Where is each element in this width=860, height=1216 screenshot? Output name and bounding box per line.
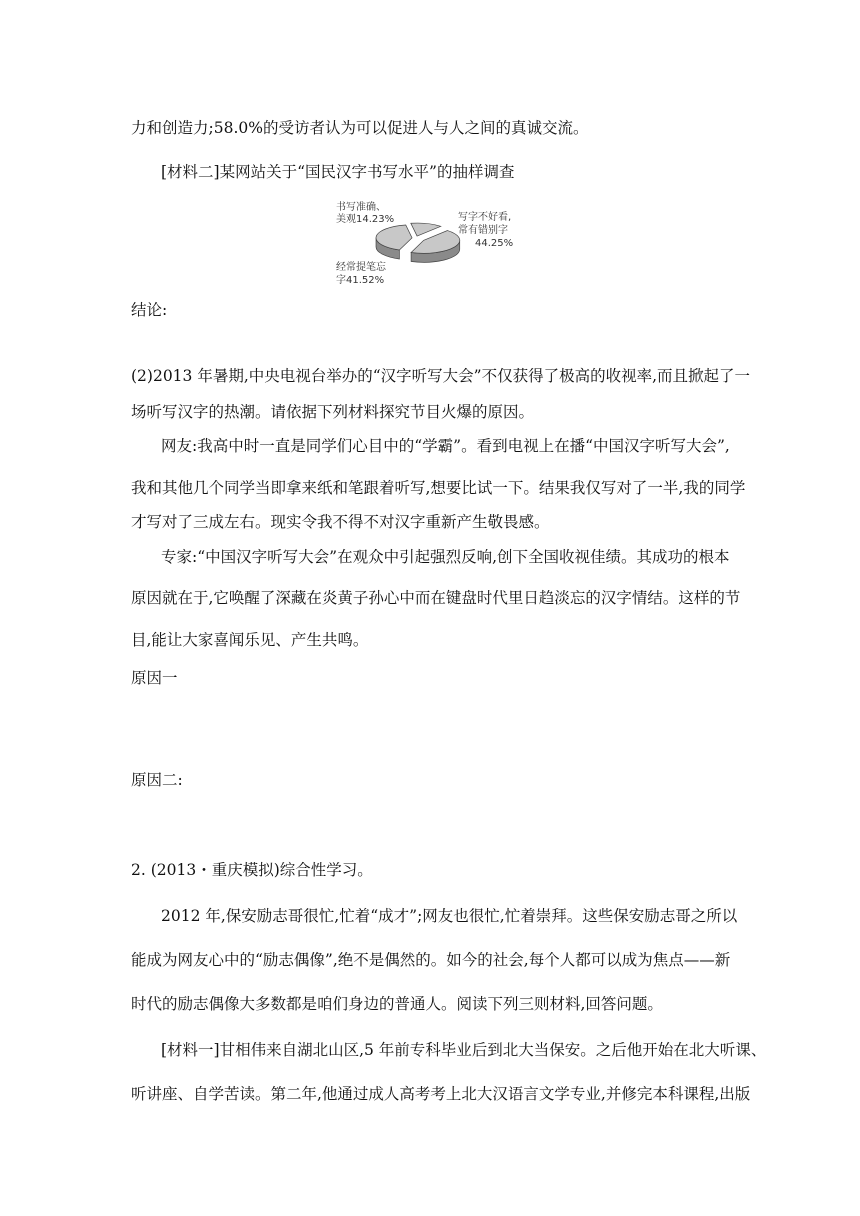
reason1-label: 原因一 <box>131 669 178 687</box>
intro-line: 力和创造力;58.0%的受访者认为可以促进人与人之间的真诚交流。 <box>131 119 589 137</box>
reason2-label: 原因二: <box>131 771 183 789</box>
netizen-line3: 才写对了三成左右。现实令我不得不对汉字重新产生敬畏感。 <box>131 513 550 531</box>
netizen-line1: 网友:我高中时一直是同学们心目中的“学霸”。看到电视上在播“中国汉字听写大会”, <box>161 437 730 455</box>
label-ugly-line1: 写字不好看, <box>458 212 512 223</box>
q2-line1: (2)2013 年暑期,中央电视台举办的“汉字听写大会”不仅获得了极高的收视率,而且掀起了一 <box>131 367 751 385</box>
label-accurate-line2: 美观14.23% <box>336 214 395 225</box>
pie-slice-forget <box>376 225 412 259</box>
expert-line1: 专家:“中国汉字听写大会”在观众中引起强烈反响,创下全国收视佳绩。其成功的根本 <box>161 548 730 566</box>
label-accurate-line1: 书写准确、 <box>336 202 386 213</box>
p2012-line3: 时代的励志偶像大多数都是咱们身边的普通人。阅读下列三则材料,回答问题。 <box>131 995 663 1013</box>
conclusion-label: 结论: <box>131 301 168 319</box>
material1-line1: [材料一]甘相伟来自湖北山区,5 年前专科毕业后到北大当保安。之后他开始在北大听课、 <box>161 1041 767 1059</box>
label-ugly-line2: 常有错别字 <box>458 225 508 236</box>
q2-line2: 场听写汉字的热潮。请依据下列材料探究节目火爆的原因。 <box>131 403 535 421</box>
label-forget-line2: 字41.52% <box>336 275 385 286</box>
pie-slice-accurate <box>411 223 441 236</box>
label-forget-line1: 经常提笔忘 <box>336 262 386 273</box>
expert-line2: 原因就在于,它唤醒了深藏在炎黄子孙心中而在键盘时代里日趋淡忘的汉字情结。这样的节 <box>131 589 741 607</box>
p2012-line1: 2012 年,保安励志哥很忙,忙着“成才”;网友也很忙,忙着崇拜。这些保安励志哥之所以 <box>161 907 738 925</box>
material2-title: [材料二]某网站关于“国民汉字书写水平”的抽样调查 <box>161 163 515 181</box>
p2012-line2: 能成为网友心中的“励志偶像”,绝不是偶然的。如今的社会,每个人都可以成为焦点——新 <box>131 951 731 969</box>
netizen-line2: 我和其他几个同学当即拿来纸和笔跟着听写,想要比试一下。结果我仅写对了一半,我的同学 <box>131 479 746 497</box>
material1-line2: 听讲座、自学苦读。第二年,他通过成人高考考上北大汉语言文学专业,并修完本科课程,出版 <box>131 1085 751 1103</box>
survey-pie-chart <box>320 198 540 290</box>
expert-line3: 目,能让大家喜闻乐见、产生共鸣。 <box>131 631 369 649</box>
question-header: 2. (2013・重庆模拟)综合性学习。 <box>131 861 373 879</box>
label-ugly-line3: 44.25% <box>475 238 514 249</box>
